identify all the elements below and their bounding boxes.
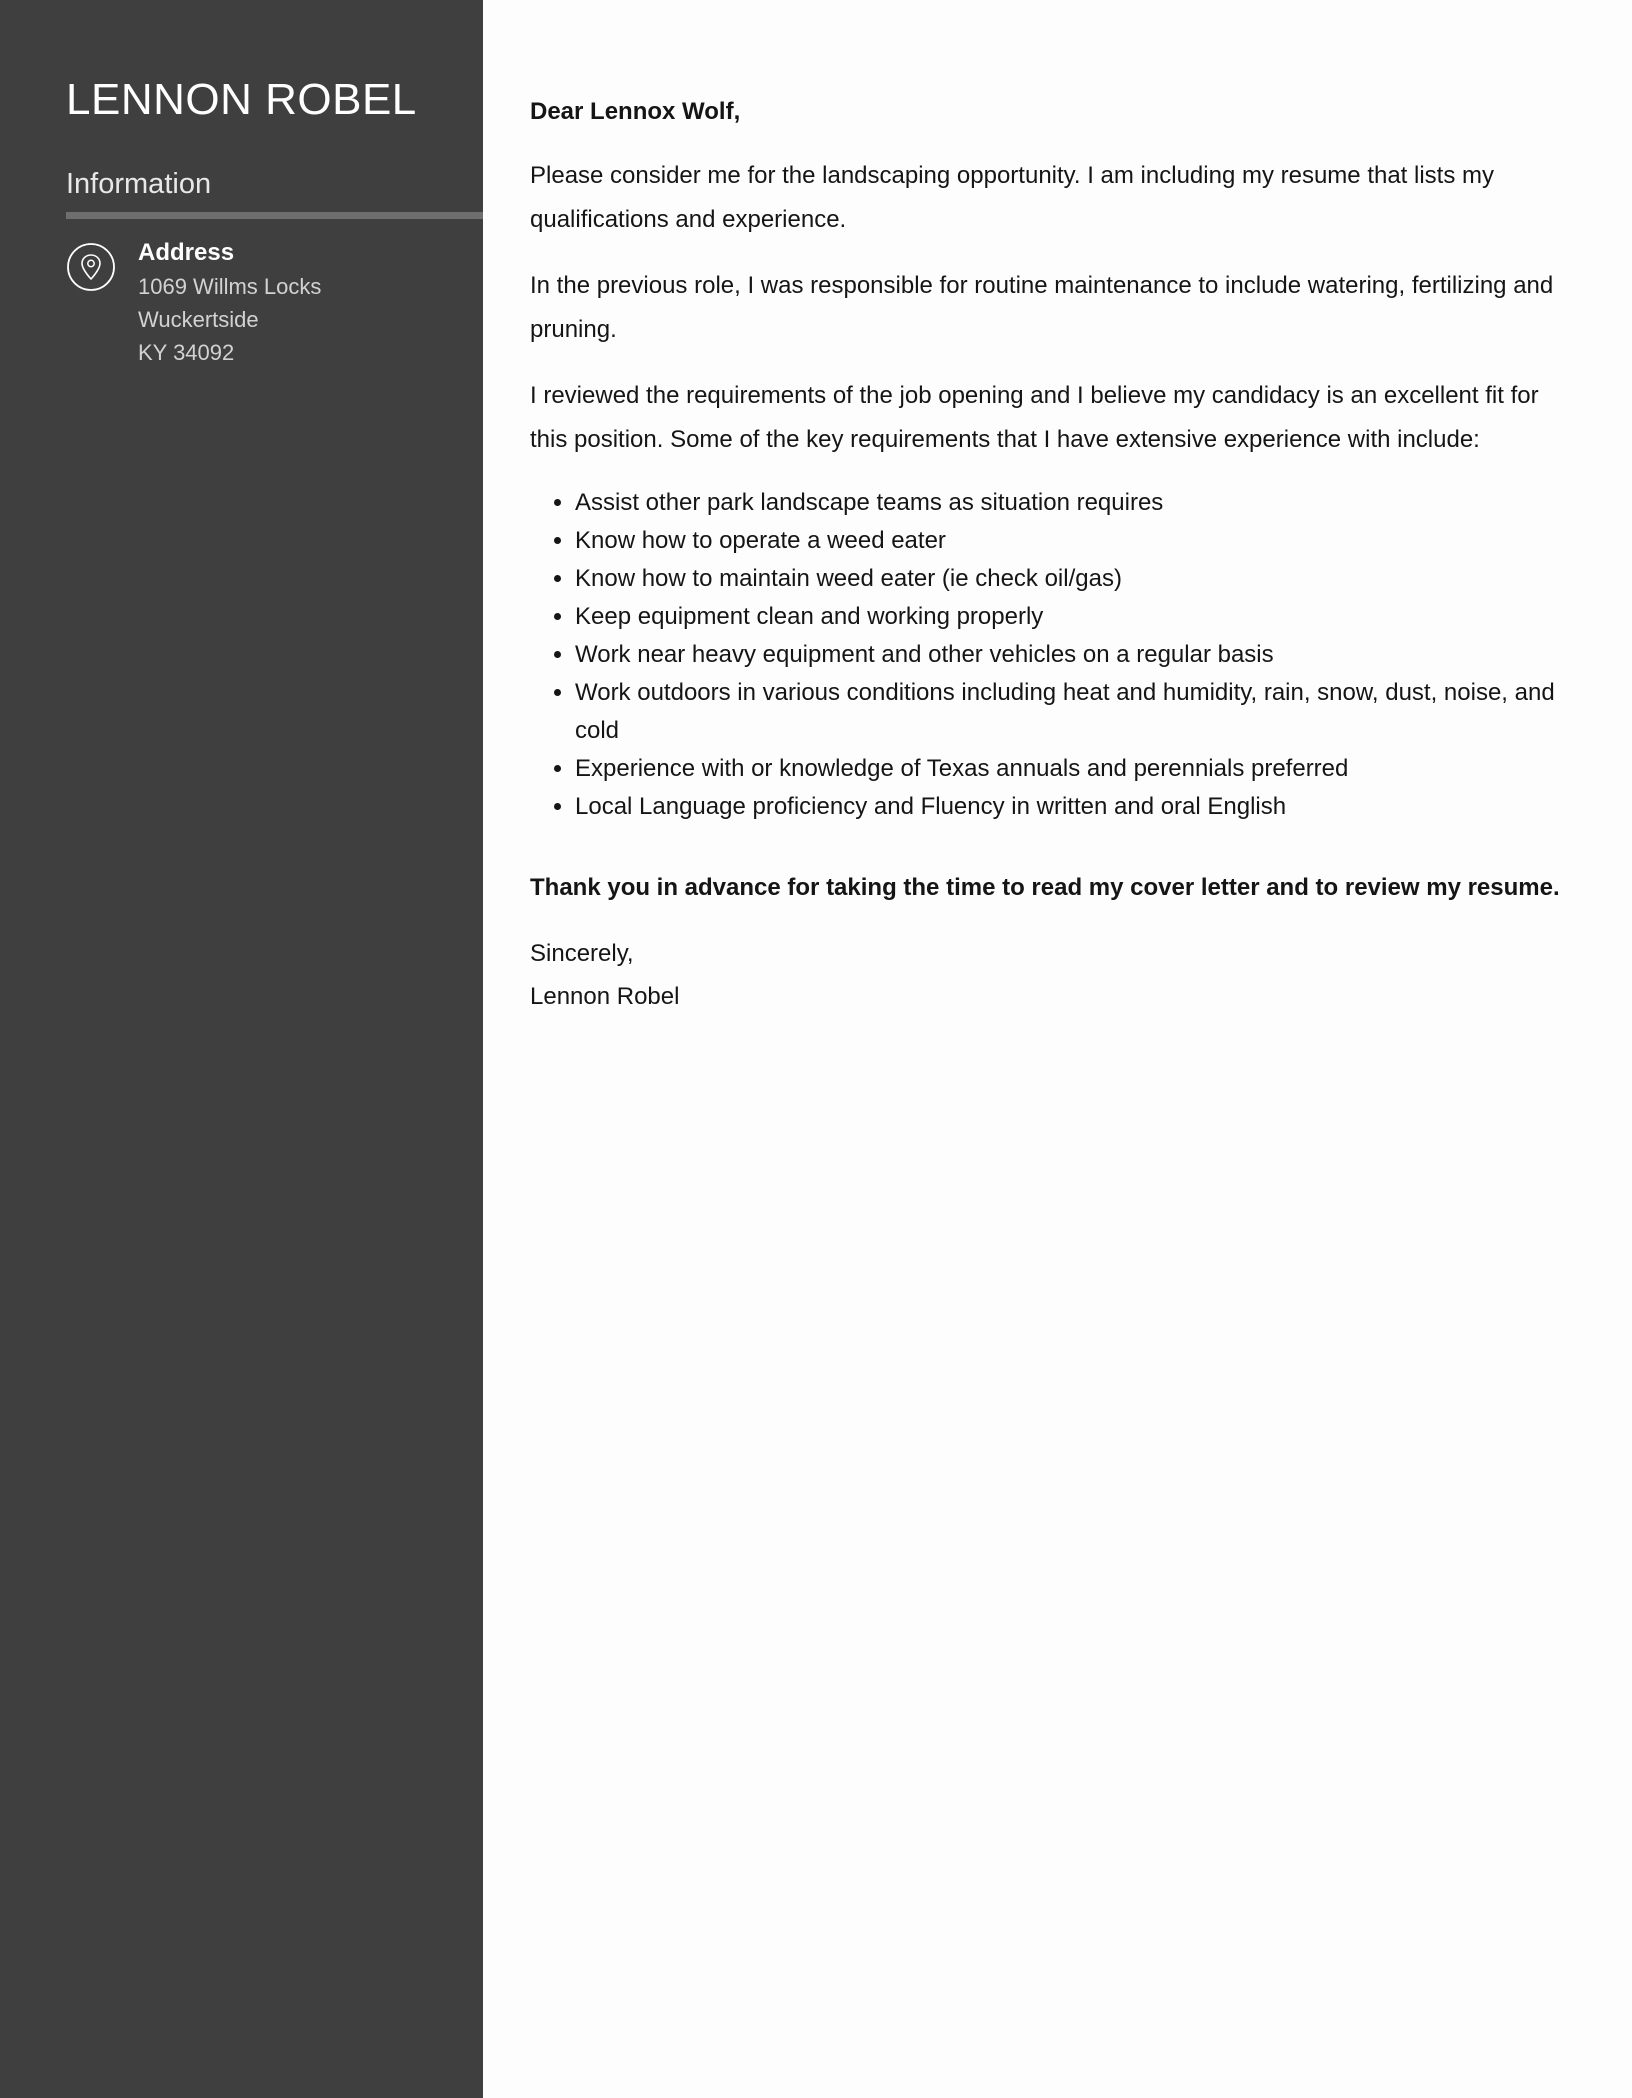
sidebar: [0, 0, 483, 2098]
address-line: KY 34092: [138, 340, 235, 365]
information-heading: Information: [66, 168, 212, 200]
applicant-name: LENNON ROBEL: [66, 75, 417, 124]
letter-body: [530, 92, 1570, 1018]
salutation: Dear Lennox Wolf,: [530, 98, 741, 125]
address-line: Wuckertside: [138, 307, 259, 332]
experience-paragraph: In the previous role, I was responsible for routine maintenance to include watering, fertilizing and pruning.: [530, 272, 1554, 343]
list-item: • Assist other park landscape teams as situation requires: [575, 484, 1570, 522]
list-item: • Work near heavy equipment and other vehicles on a regular basis: [575, 636, 1570, 674]
list-item: • Know how to maintain weed eater (ie check oil/gas): [575, 560, 1570, 598]
list-item: • Know how to operate a weed eater: [575, 522, 1570, 560]
requirements-list: [530, 484, 1570, 826]
list-item: • Work outdoors in various conditions including heat and humidity, rain, snow, dust, noise, and cold: [575, 674, 1570, 750]
signature: Lennon Robel: [530, 983, 680, 1010]
list-item: • Experience with or knowledge of Texas annuals and perennials preferred: [575, 750, 1570, 788]
address-value: [138, 270, 321, 369]
list-item: • Local Language proficiency and Fluency in written and oral English: [575, 788, 1570, 826]
intro-paragraph: Please consider me for the landscaping opportunity. I am including my resume that lists my qualifications and experience.: [530, 162, 1495, 233]
closing: Sincerely,: [530, 940, 634, 967]
list-item: • Keep equipment clean and working properly: [575, 598, 1570, 636]
location-pin-icon: [66, 242, 116, 292]
requirements-intro-paragraph: I reviewed the requirements of the job opening and I believe my candidacy is an excellent fit for this position. Some of the key requirements that I have extensive experience with include:: [530, 382, 1539, 453]
address-label: Address: [138, 239, 235, 266]
address-line: 1069 Willms Locks: [138, 274, 322, 299]
section-divider: [66, 212, 483, 219]
thank-you-line: Thank you in advance for taking the time to read my cover letter and to review my resume.: [530, 874, 1560, 901]
